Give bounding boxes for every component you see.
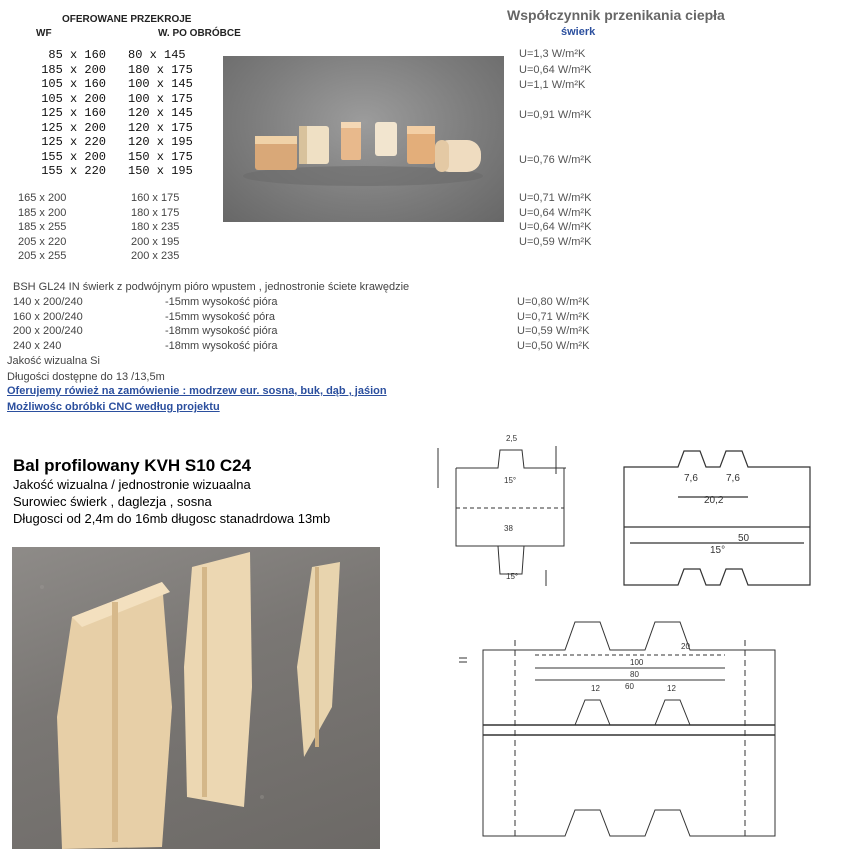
table-cell: 180 x 175 [131,206,180,219]
u-value: U=0,91 W/m²K [519,109,592,121]
secondary-u-column [519,191,591,249]
order-link[interactable]: Oferujemy rówież na zamówienie : modrzew eur. sosna, buk, dąb , jaśion [7,385,387,397]
table-cell: 160 x 175 [131,192,180,204]
bal-line-3: Długosci od 2,4m do 16mb długosc stanadrdowa 13mb [13,511,331,526]
primary-after-column [128,48,218,179]
u-value: U=1,3 W/m²K [519,48,586,60]
dim-label: 80 [630,670,639,679]
table-cell: 100 x 145 [128,77,193,91]
profile-drawing-2 [620,445,815,590]
dim-label: 20 [681,642,690,651]
dim-label: 15° [504,476,517,485]
table-cell: 240 x 240 [13,339,62,352]
table-cell: 125 x 160 [41,106,106,120]
column-header-after: W. PO OBRÓBCE [158,28,241,39]
dim-label: 100 [630,658,644,667]
table-cell: 200 x 200/240 [13,325,83,337]
table-cell: 185 x 255 [18,221,67,233]
timber-profiles-photo [223,56,504,222]
u-value: U=0,59 W/m²K [519,235,592,248]
table-cell: 120 x 145 [128,106,193,120]
heat-coefficient-title: Współczynnik przenikania ciepła [507,7,725,23]
bal-line-2: Surowiec świerk , daglezja , sosna [13,494,212,509]
secondary-after-column [131,191,179,264]
bsh-desc-column [165,295,277,353]
table-cell: -18mm wysokość pióra [165,325,278,337]
table-cell: 105 x 160 [41,77,106,91]
dim-label: 50 [738,533,750,544]
secondary-wf-column [18,191,66,264]
quality-note: Jakość wizualna Si [7,355,100,367]
table-cell: 185 x 200 [18,206,67,219]
bsh-size-column [13,295,83,353]
bal-line-1: Jakość wizualna / jednostronie wizuaalna [13,477,251,492]
table-cell: 200 x 195 [131,235,180,248]
bsh-heading: BSH GL24 IN świerk z podwójnym pióro wpustem , jednostronie ściete krawędzie [13,281,410,293]
bsh-u-column [517,295,589,353]
table-cell: 155 x 200 [41,149,106,164]
table-cell: 155 x 220 [41,164,106,178]
u-value: U=0,50 W/m²K [517,339,590,352]
table-cell: 80 x 145 [128,48,186,62]
cnc-link[interactable]: Możliwośc obróbki CNC według projektu [7,401,220,413]
table-cell: 205 x 220 [18,235,67,248]
dim-label: 20,2 [704,495,724,506]
profile-drawing-3 [455,600,800,840]
table-cell: -15mm wysokość pióra [165,296,278,308]
dim-label: 15° [506,572,519,581]
u-value: U=0,71 W/m²K [519,192,592,204]
table-cell: 200 x 235 [131,250,180,262]
u-value: U=0,76 W/m²K [519,154,592,166]
dim-label: 2,5 [506,434,518,443]
dim-label: 60 [625,682,634,691]
primary-wf-column [16,48,106,179]
kvh-beams-photo [12,547,380,849]
table-cell: 150 x 195 [128,164,193,178]
table-cell: 105 x 200 [41,91,106,106]
table-cell: 160 x 200/240 [13,310,83,323]
u-value: U=0,59 W/m²K [517,325,590,337]
table-cell: 85 x 160 [48,48,106,62]
table-cell: -15mm wysokość póra [165,310,276,323]
table-cell: 140 x 200/240 [13,296,83,308]
table-cell: 100 x 175 [128,91,193,106]
table-cell: 125 x 220 [41,135,106,149]
table-cell: 165 x 200 [18,192,67,204]
u-value: U=0,64 W/m²K [519,64,592,76]
wood-type-label: świerk [561,26,596,38]
table-cell: 120 x 195 [128,135,193,149]
table-cell: 125 x 200 [41,120,106,135]
table-cell: 205 x 255 [18,250,67,262]
profile-drawing-1 [428,428,568,588]
table-cell: 120 x 175 [128,120,193,135]
bal-title: Bal profilowany KVH S10 C24 [13,456,252,475]
dim-label: 15° [710,545,726,556]
u-value: U=1,1 W/m²K [519,79,586,91]
u-value: U=0,80 W/m²K [517,296,590,308]
u-value: U=0,71 W/m²K [517,310,590,323]
table-cell: 180 x 235 [131,221,180,233]
dim-label: 7,6 [726,473,740,484]
dim-label: 12 [591,684,600,693]
dim-label: 12 [667,684,676,693]
dim-label: 7,6 [684,473,698,484]
column-header-wf: WF [36,28,52,39]
table-cell: -18mm wysokość pióra [165,339,278,352]
lengths-note: Długości dostępne do 13 /13,5m [7,371,165,383]
u-value: U=0,64 W/m²K [519,221,592,233]
u-value: U=0,64 W/m²K [519,206,592,219]
table-cell: 180 x 175 [128,62,193,77]
table-cell: 150 x 175 [128,149,193,164]
section-title: OFEROWANE PRZEKROJE [62,14,192,25]
dim-label: 38 [504,524,513,533]
table-cell: 185 x 200 [41,62,106,77]
